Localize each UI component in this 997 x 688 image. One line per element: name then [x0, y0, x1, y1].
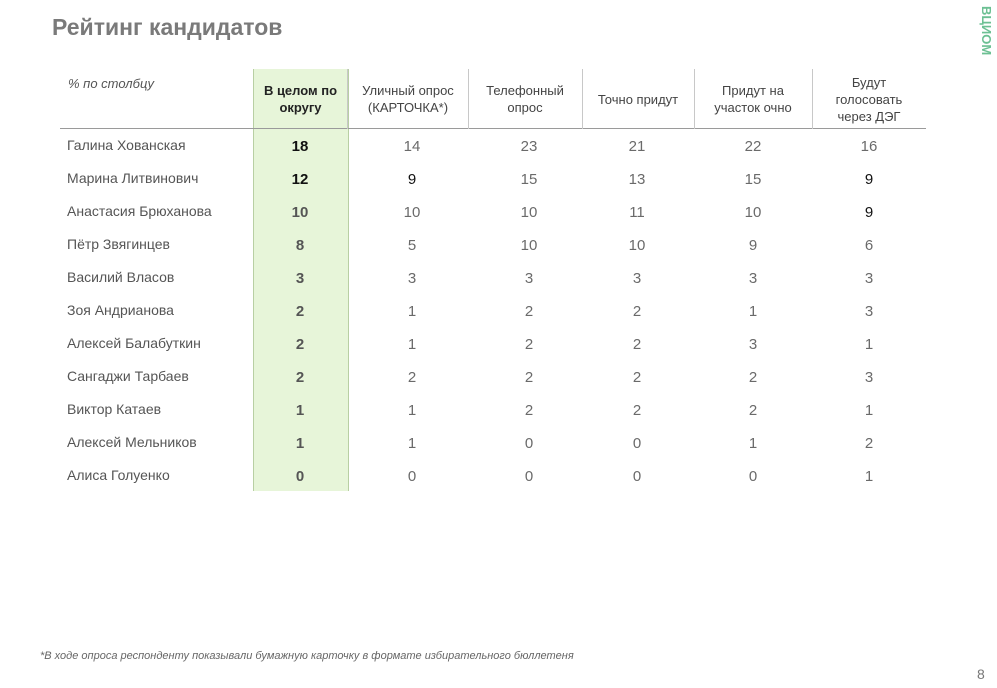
table-cell: 2 [748, 369, 758, 386]
table-cell: 6 [864, 237, 874, 254]
table-cell: 2 [295, 369, 305, 386]
row-label: Виктор Катаев [67, 401, 162, 417]
row-label: Алексей Балабуткин [67, 335, 201, 351]
table-cell: 9 [864, 171, 874, 188]
table-cell: 2 [407, 369, 417, 386]
table-cell: 1 [295, 435, 305, 452]
table-cell: 0 [632, 468, 642, 485]
row-label: Галина Хованская [67, 137, 186, 153]
row-label: Пётр Звягинцев [67, 236, 170, 252]
table-cell: 1 [407, 303, 417, 320]
row-label: Алексей Мельников [67, 434, 197, 450]
table-cell: 18 [291, 138, 309, 155]
table-cell: 3 [524, 270, 534, 287]
table-cell: 3 [864, 369, 874, 386]
table-cell: 10 [744, 204, 762, 221]
table-cell: 2 [748, 402, 758, 419]
table-cell: 22 [744, 138, 762, 155]
table-cell: 13 [628, 171, 646, 188]
table-cell: 2 [524, 369, 534, 386]
table-cell: 3 [748, 270, 758, 287]
table-cell: 9 [864, 204, 874, 221]
table-cell: 2 [632, 369, 642, 386]
table-cell: 9 [748, 237, 758, 254]
table-cell: 0 [407, 468, 417, 485]
row-label: Марина Литвинович [67, 170, 199, 186]
table-cell: 2 [524, 336, 534, 353]
table-cell: 0 [524, 435, 534, 452]
table-cell: 11 [629, 204, 645, 221]
table-cell: 1 [407, 336, 417, 353]
table-cell: 2 [864, 435, 874, 452]
table-cell: 1 [407, 435, 417, 452]
table-cell: 1 [864, 402, 874, 419]
table-cell: 2 [524, 303, 534, 320]
table-cell: 1 [295, 402, 305, 419]
page-number: 8 [977, 666, 985, 682]
row-label: Анастасия Брюханова [67, 203, 212, 219]
table-cell: 10 [520, 204, 538, 221]
table-cell: 0 [748, 468, 758, 485]
table-corner-label: % по столбцу [68, 76, 155, 91]
table-cell: 2 [295, 303, 305, 320]
table-cell: 3 [295, 270, 305, 287]
table-cell: 23 [520, 138, 538, 155]
table-cell: 10 [403, 204, 421, 221]
row-label: Сангаджи Тарбаев [67, 368, 189, 384]
table-cell: 1 [407, 402, 417, 419]
column-header: Точно придут [597, 91, 679, 107]
row-label: Василий Власов [67, 269, 175, 285]
column-header: В целом по округу [263, 83, 338, 115]
table-cell: 1 [748, 303, 758, 320]
table-cell: 3 [748, 336, 758, 353]
table-cell: 1 [864, 468, 874, 485]
table-cell: 2 [632, 336, 642, 353]
table-cell: 3 [864, 270, 874, 287]
table-cell: 21 [628, 138, 646, 155]
table-cell: 0 [632, 435, 642, 452]
table-cell: 3 [632, 270, 642, 287]
table-cell: 1 [864, 336, 874, 353]
column-header: Будут голосовать через ДЭГ [835, 74, 903, 124]
table-cell: 9 [407, 171, 417, 188]
column-header: Придут на участок очно [714, 83, 792, 115]
column-header: Уличный опрос (КАРТОЧКА*) [362, 83, 454, 115]
column-header: Телефонный опрос [486, 83, 564, 115]
table-cell: 1 [748, 435, 758, 452]
row-label: Алиса Голуенко [67, 467, 170, 483]
table-cell: 3 [407, 270, 417, 287]
header-divider [60, 128, 926, 129]
table-cell: 5 [407, 237, 417, 254]
table-cell: 8 [295, 237, 305, 254]
page-title: Рейтинг кандидатов [52, 14, 283, 40]
table-cell: 10 [520, 237, 538, 254]
table-cell: 12 [291, 171, 309, 188]
table-cell: 16 [860, 138, 878, 155]
table-cell: 0 [524, 468, 534, 485]
table-cell: 3 [864, 303, 874, 320]
table-cell: 2 [524, 402, 534, 419]
table-cell: 2 [632, 303, 642, 320]
row-label: Зоя Андрианова [67, 302, 174, 318]
table-cell: 10 [628, 237, 646, 254]
table-cell: 14 [403, 138, 421, 155]
table-cell: 15 [520, 171, 538, 188]
table-cell: 15 [744, 171, 762, 188]
table-cell: 2 [632, 402, 642, 419]
table-cell: 2 [295, 336, 305, 353]
brand-logo: ВЦИОМ [979, 6, 994, 56]
footnote: *В ходе опроса респонденту показывали бумажную карточку в формате избирательного бюллетеня [40, 650, 574, 662]
table-cell: 0 [295, 468, 305, 485]
table-cell: 10 [291, 204, 309, 221]
